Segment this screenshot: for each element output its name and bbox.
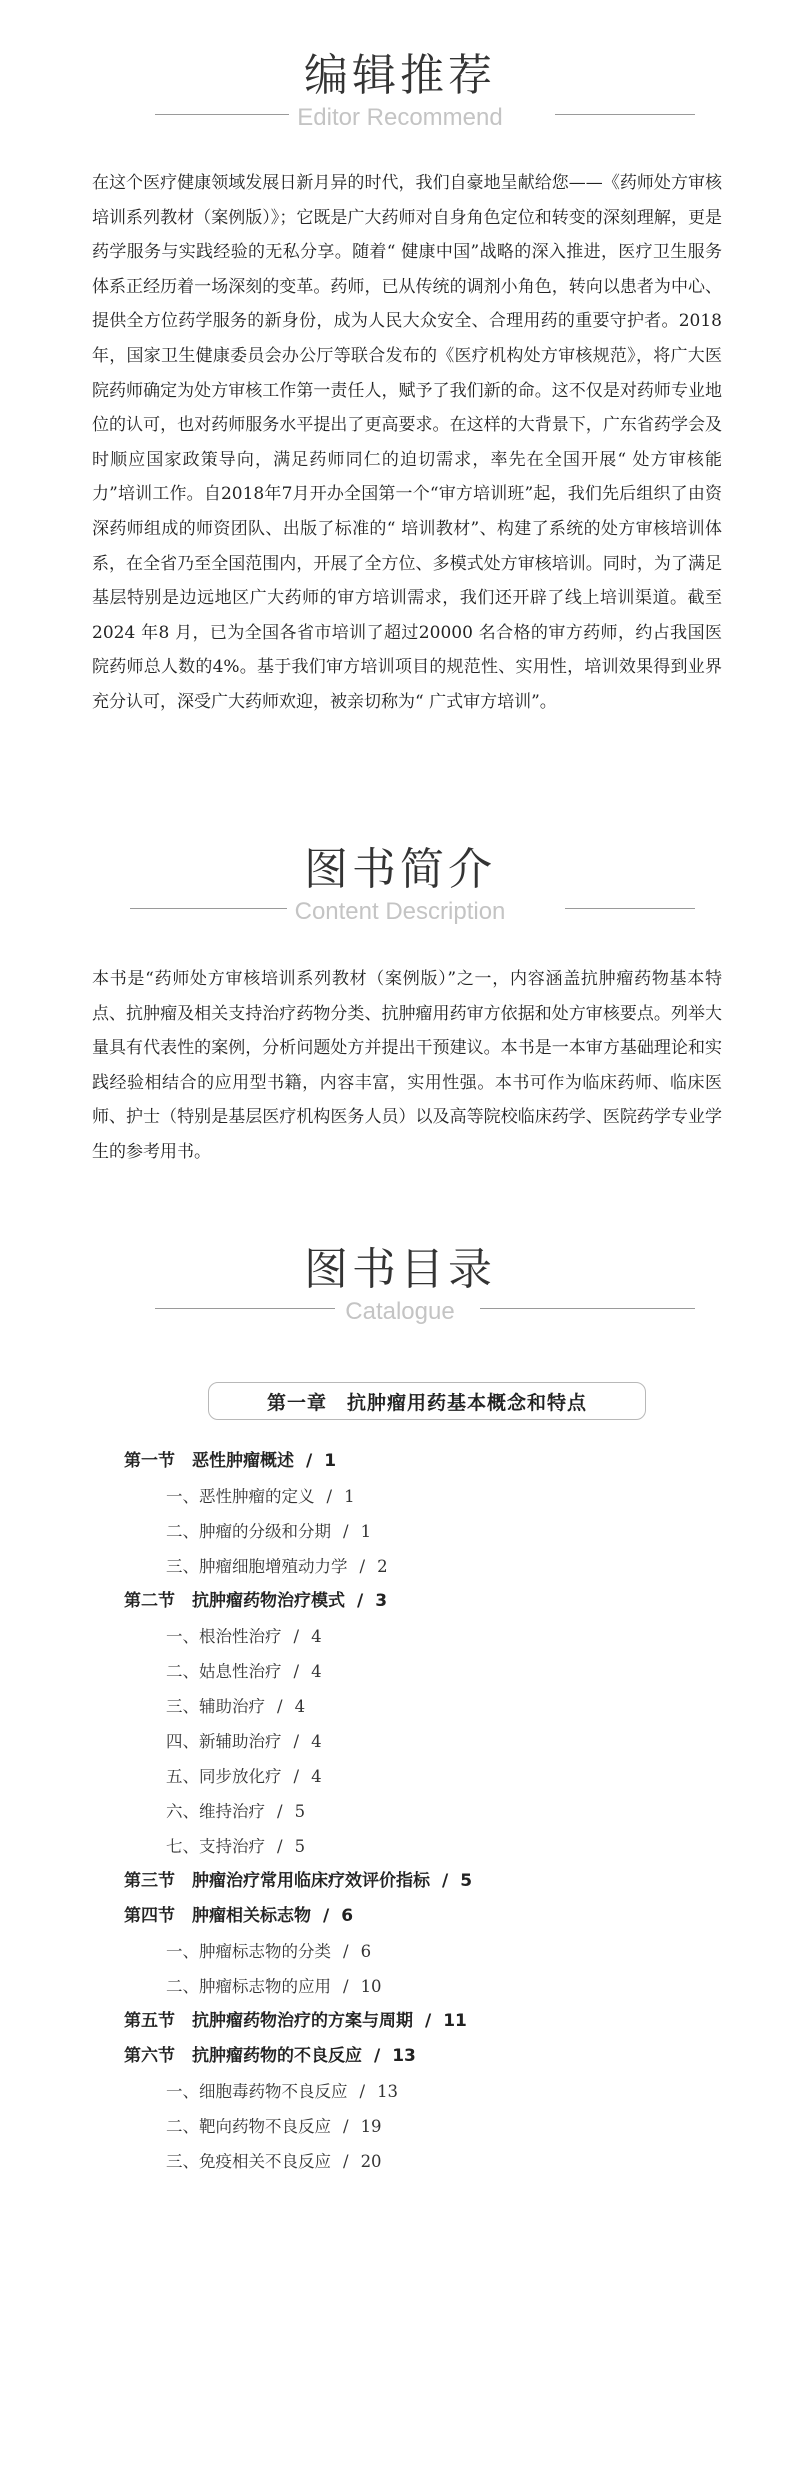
toc-separator: / (343, 1977, 349, 1996)
toc-separator: / (343, 1522, 349, 1541)
toc-item-row (124, 1794, 724, 1829)
toc-page-number: 3 (375, 1591, 388, 1611)
toc-entry-title: 三、辅助治疗 (166, 1697, 265, 1716)
toc-separator: / (293, 1662, 300, 1681)
toc-entry-title: 二、肿瘤标志物的应用 (166, 1977, 331, 1996)
toc-separator: / (293, 1732, 300, 1751)
toc-page-number: 1 (344, 1487, 355, 1506)
catalogue-subtitle: Catalogue (337, 1298, 462, 1326)
content-description-subtitle: Content Description (287, 898, 514, 926)
toc-separator: / (359, 1557, 366, 1576)
toc-entry-title: 第六节 抗肿瘤药物的不良反应 (124, 2046, 362, 2066)
table-of-contents (124, 1444, 724, 2179)
toc-entry-title: 二、姑息性治疗 (166, 1662, 282, 1681)
toc-item-row (124, 1549, 724, 1584)
toc-item-row (124, 1724, 724, 1759)
toc-page-number: 5 (294, 1802, 306, 1821)
toc-page-number: 4 (294, 1697, 306, 1716)
toc-entry-title: 一、恶性肿瘤的定义 (166, 1487, 315, 1506)
toc-separator: / (277, 1802, 283, 1821)
toc-item-row (124, 1934, 724, 1969)
toc-item-row (124, 1514, 724, 1549)
toc-page-number: 5 (460, 1871, 473, 1891)
editor-recommend-paragraph: 在这个医疗健康领域发展日新月异的时代，我们自豪地呈献给您——《药师处方审核培训系列教材（案例版）》；它既是广大药师对自身角色定位和转变的深刻理解，更是药学服务与实践经验的无私分享。随着“ 健康中国”战略的深入推进，医疗卫生服务体系正经历着一场深刻的变革。药师，已从传统的调剂小角色，转向以患者为中心、提供全方位药学服务的新身份，成为人民大众安全、合理用药的重要守护者。2018 年，国家卫生健康委员会办公厅等联合发布的《医疗机构处方审核规范》，将广大医院药师确定为处方审核工作第一责任人，赋予了我们新的命。这不仅是对药师专业地位的认可，也对药师服务水平提出了更高要求。在这样的大背景下，广东省药学会及时顺应国家政策导向，满足药师同仁的迫切需求，率先在全国开展“ 处方审核能力”培训工作。自2018年7月开办全国第一个“审方培训班”起，我们先后组织了由资深药师组成的师资团队、出版了标准的“ 培训教材”、构建了系统的处方审核培训体系，在全省乃至全国范围内，开展了全方位、多模式处方审核培训。同时，为了满足基层特别是边远地区广大药师的审方培训需求，我们还开辟了线上培训渠道。截至 2024 年8 月，已为全国各省市培训了超过20000 名合格的审方药师，约占我国医院药师总人数的4%。基于我们审方培训项目的规范性、实用性，培训效果得到业界充分认可，深受广大药师欢迎，被亲切称为“ 广式审方培训”。 (92, 173, 722, 712)
toc-entry-title: 一、细胞毒药物不良反应 (166, 2082, 348, 2101)
editor-recommend-title: 编辑推荐 (304, 50, 496, 101)
toc-entry-title: 三、肿瘤细胞增殖动力学 (166, 1557, 348, 1576)
toc-separator: / (277, 1697, 283, 1716)
toc-section-row (124, 1899, 724, 1934)
toc-page-number: 4 (311, 1767, 322, 1786)
toc-separator: / (323, 1906, 330, 1926)
content-description-title: 图书简介 (304, 844, 496, 895)
heading-rule-right (480, 1308, 695, 1309)
toc-item-row (124, 2144, 724, 2179)
toc-separator: / (293, 1767, 300, 1786)
toc-separator: / (306, 1451, 313, 1471)
toc-item-row (124, 1619, 724, 1654)
toc-page-number: 13 (392, 2046, 416, 2066)
toc-section-row (124, 1444, 724, 1479)
toc-item-row (124, 1829, 724, 1864)
toc-item-row (124, 2109, 724, 2144)
toc-entry-title: 四、新辅助治疗 (166, 1732, 282, 1751)
toc-page-number: 2 (377, 1557, 388, 1576)
editor-recommend-subtitle: Editor Recommend (289, 104, 510, 132)
toc-separator: / (357, 1591, 364, 1611)
content-description-heading (0, 842, 800, 926)
toc-section-row (124, 2039, 724, 2074)
toc-item-row (124, 1654, 724, 1689)
toc-page-number: 6 (341, 1906, 354, 1926)
toc-entry-title: 五、同步放化疗 (166, 1767, 282, 1786)
toc-entry-title: 第一节 恶性肿瘤概述 (124, 1451, 294, 1471)
toc-item-row (124, 2074, 724, 2109)
toc-separator: / (374, 2046, 381, 2066)
toc-page-number: 4 (311, 1662, 322, 1681)
heading-rule-right (555, 114, 695, 115)
toc-item-row (124, 1479, 724, 1514)
toc-entry-title: 第四节 肿瘤相关标志物 (124, 1906, 311, 1926)
toc-item-row (124, 1759, 724, 1794)
editor-recommend-heading (0, 48, 800, 132)
toc-entry-title: 第三节 肿瘤治疗常用临床疗效评价指标 (124, 1871, 430, 1891)
toc-page-number: 13 (377, 2082, 399, 2101)
toc-page-number: 4 (311, 1732, 322, 1751)
toc-separator: / (293, 1627, 300, 1646)
toc-page-number: 11 (443, 2011, 467, 2031)
toc-separator: / (277, 1837, 283, 1856)
heading-rule-right (565, 908, 695, 909)
toc-separator: / (359, 2082, 366, 2101)
catalogue-title: 图书目录 (304, 1244, 496, 1295)
toc-entry-title: 二、肿瘤的分级和分期 (166, 1522, 331, 1541)
toc-entry-title: 二、靶向药物不良反应 (166, 2117, 331, 2136)
toc-page-number: 6 (360, 1942, 372, 1961)
toc-page-number: 4 (311, 1627, 322, 1646)
catalogue-heading (0, 1242, 800, 1326)
content-description-paragraph: 本书是“药师处方审核培训系列教材（案例版）”之一，内容涵盖抗肿瘤药物基本特点、抗肿瘤及相关支持治疗药物分类、抗肿瘤用药审方依据和处方审核要点。列举大量具有代表性的案例，分析问题处方并提出干预建议。本书是一本审方基础理论和实践经验相结合的应用型书籍，内容丰富，实用性强。本书可作为临床药师、临床医师、护士（特别是基层医疗机构医务人员）以及高等院校临床药学、医院药学专业学生的参考用书。 (92, 969, 722, 1162)
toc-page-number: 5 (294, 1837, 306, 1856)
toc-entry-title: 六、维持治疗 (166, 1802, 265, 1821)
toc-separator: / (343, 2152, 349, 2171)
toc-separator: / (343, 1942, 349, 1961)
toc-separator: / (425, 2011, 432, 2031)
toc-entry-title: 第二节 抗肿瘤药物治疗模式 (124, 1591, 345, 1611)
toc-page-number: 1 (324, 1451, 337, 1471)
toc-page-number: 20 (360, 2152, 382, 2171)
chapter-title-box: 第一章 抗肿瘤用药基本概念和特点 (208, 1382, 646, 1420)
toc-entry-title: 三、免疫相关不良反应 (166, 2152, 331, 2171)
toc-section-row (124, 1864, 724, 1899)
toc-separator: / (442, 1871, 449, 1891)
toc-page-number: 1 (360, 1522, 372, 1541)
toc-section-row (124, 1584, 724, 1619)
toc-separator: / (343, 2117, 349, 2136)
toc-separator: / (326, 1487, 333, 1506)
toc-entry-title: 一、根治性治疗 (166, 1627, 282, 1646)
heading-rule-left (155, 1308, 335, 1309)
toc-item-row (124, 1969, 724, 2004)
toc-item-row (124, 1689, 724, 1724)
toc-entry-title: 七、支持治疗 (166, 1837, 265, 1856)
toc-section-row (124, 2004, 724, 2039)
toc-entry-title: 一、肿瘤标志物的分类 (166, 1942, 331, 1961)
toc-entry-title: 第五节 抗肿瘤药物治疗的方案与周期 (124, 2011, 413, 2031)
toc-page-number: 19 (360, 2117, 382, 2136)
toc-page-number: 10 (360, 1977, 382, 1996)
